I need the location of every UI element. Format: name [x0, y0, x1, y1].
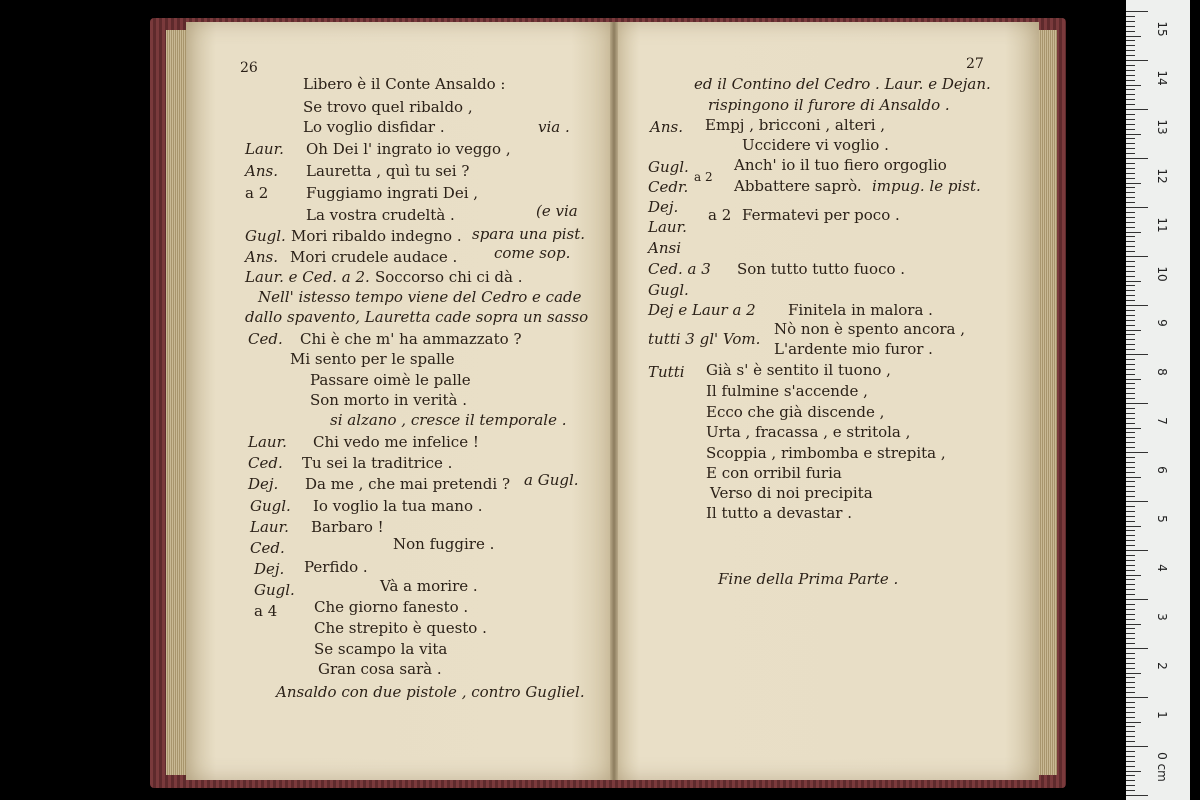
ruler-tick [1126, 217, 1135, 218]
ruler-tick [1126, 202, 1135, 203]
ruler-tick [1126, 501, 1148, 502]
ruler-tick [1126, 604, 1135, 605]
ruler-tick [1126, 334, 1135, 335]
ruler-tick [1126, 575, 1141, 576]
ruler-tick [1126, 109, 1148, 110]
verse-line: Io voglio la tua mano . [313, 497, 483, 515]
ruler-tick [1126, 428, 1141, 429]
ruler-tick [1126, 339, 1135, 340]
ruler-tick [1126, 75, 1135, 76]
speaker-label: Laur. [245, 140, 284, 158]
ruler-tick [1126, 638, 1135, 639]
ruler-label: 5 [1155, 515, 1169, 523]
ruler-tick [1126, 413, 1135, 414]
ruler-tick [1126, 619, 1135, 620]
speaker-label: Gugl. [245, 227, 286, 245]
verse-line: Lo voglio disfidar . [303, 118, 445, 136]
ruler-tick [1126, 134, 1141, 135]
ruler-tick [1126, 330, 1141, 331]
ruler-tick [1126, 540, 1135, 541]
ruler-label: 0 cm [1155, 752, 1169, 782]
speaker-label: Tutti [648, 363, 685, 381]
ruler-label: 6 [1155, 466, 1169, 474]
ruler-tick [1126, 271, 1135, 272]
ruler-tick [1126, 70, 1135, 71]
verse-line: L'ardente mio furor . [774, 340, 933, 358]
ruler-tick [1126, 511, 1135, 512]
ensemble-mark: a 2 [708, 206, 732, 224]
ruler-label: 2 [1155, 662, 1169, 670]
ruler-tick [1126, 609, 1135, 610]
ruler-tick [1126, 584, 1135, 585]
ruler-tick [1126, 36, 1141, 37]
ruler-tick [1126, 251, 1135, 252]
ruler-tick [1126, 653, 1135, 654]
ruler-tick [1126, 315, 1135, 316]
ruler-tick [1126, 153, 1135, 154]
ruler-tick [1126, 80, 1135, 81]
verse-line: Lauretta , quì tu sei ? [306, 162, 470, 180]
ruler-tick [1126, 320, 1135, 321]
verse-line: Son morto in verità . [310, 391, 468, 409]
ruler-tick [1126, 442, 1135, 443]
ruler-tick [1126, 565, 1135, 566]
ruler-tick [1126, 227, 1135, 228]
ruler-tick [1126, 138, 1135, 139]
ruler-label: 7 [1155, 417, 1169, 425]
speaker-label: Laur. [648, 218, 687, 236]
verse-line: Perfido . [304, 558, 368, 576]
ruler-tick [1126, 222, 1135, 223]
ruler-tick [1126, 692, 1135, 693]
verse-line: Il tutto a devastar . [706, 504, 853, 522]
verse-line: Se scampo la vita [314, 640, 448, 658]
stage-direction: dallo spavento, Lauretta cade sopra un sasso [245, 308, 589, 326]
verse-line: Non fuggire . [393, 535, 495, 553]
speaker-label: Laur. [250, 518, 289, 536]
stage-direction: si alzano , cresce il temporale . [330, 411, 567, 429]
stage-direction: (e via [536, 202, 578, 220]
ruler-tick [1126, 462, 1135, 463]
ruler-tick [1126, 472, 1135, 473]
speaker-label: Ans. [245, 162, 278, 180]
stage-direction: impug. le pist. [872, 177, 981, 195]
stage-direction: rispingono il furore di Ansaldo . [708, 96, 950, 114]
measuring-ruler [1126, 0, 1190, 800]
verse-line: Da me , che mai pretendi ? [305, 475, 511, 493]
speaker-label: Dej. [248, 475, 279, 493]
speaker-label: tutti 3 gl' Vom. [648, 330, 761, 348]
verse-line: Fermatevi per poco . [742, 206, 900, 224]
page-number-left: 26 [240, 60, 258, 76]
ruler-tick [1126, 359, 1135, 360]
ruler-tick [1126, 344, 1135, 345]
ruler-tick [1126, 687, 1135, 688]
speaker-label: a 4 [254, 602, 278, 620]
ruler-label: 14 [1155, 70, 1169, 86]
ruler-tick [1126, 658, 1135, 659]
ruler-tick [1126, 589, 1135, 590]
speaker-label: Laur. [248, 433, 287, 451]
ruler-tick [1126, 599, 1148, 600]
verse-line: Và a morire . [380, 577, 478, 595]
ruler-tick [1126, 192, 1135, 193]
ruler-tick [1126, 256, 1148, 257]
speaker-label: Gugl. [648, 281, 689, 299]
speaker-label: Cedr. [648, 178, 689, 196]
ruler-tick [1126, 481, 1135, 482]
ruler-tick [1126, 516, 1135, 517]
ruler-tick [1126, 628, 1135, 629]
verse-line: Gran cosa sarà . [318, 660, 442, 678]
ruler-tick [1126, 673, 1141, 674]
verse-line: Finitela in malora . [788, 301, 933, 319]
page-edges-left [166, 30, 188, 775]
verse-line: Fuggiamo ingrati Dei , [306, 184, 479, 202]
ruler-tick [1126, 707, 1135, 708]
ensemble-mark: a 2 [694, 170, 713, 184]
ruler-tick [1126, 477, 1141, 478]
ruler-tick [1126, 388, 1135, 389]
ruler-tick [1126, 491, 1135, 492]
ruler-tick [1126, 506, 1135, 507]
ruler-tick [1126, 187, 1135, 188]
ruler-tick [1126, 452, 1148, 453]
speaker-label: Laur. e Ced. a 2. [245, 268, 370, 286]
verse-line: Scoppia , rimbomba e strepita , [706, 444, 946, 462]
ruler-tick [1126, 756, 1135, 757]
ruler-tick [1126, 16, 1135, 17]
ruler-tick [1126, 349, 1135, 350]
ruler-tick [1126, 197, 1135, 198]
ruler-tick [1126, 364, 1135, 365]
ruler-tick [1126, 521, 1135, 522]
ruler-tick [1126, 158, 1148, 159]
verse-line: Abbattere saprò. [734, 177, 862, 195]
ruler-tick [1126, 643, 1135, 644]
verse-line: Che strepito è questo . [314, 619, 487, 637]
ruler-tick [1126, 11, 1148, 12]
ruler-tick [1126, 124, 1135, 125]
ruler-label: 13 [1155, 119, 1169, 135]
verse-line: Anch' io il tuo fiero orgoglio [734, 156, 947, 174]
ruler-tick [1126, 276, 1135, 277]
speaker-label: Ansi [648, 239, 681, 257]
stage-direction: spara una pist. [472, 225, 586, 243]
verse-line: E con orribil furia [706, 464, 842, 482]
ruler-tick [1126, 682, 1135, 683]
ruler-tick [1126, 89, 1135, 90]
ruler-tick [1126, 761, 1135, 762]
ruler-tick [1126, 423, 1135, 424]
ruler-tick [1126, 771, 1141, 772]
ruler-label: 3 [1155, 613, 1169, 621]
ruler-tick [1126, 467, 1135, 468]
ruler-tick [1126, 31, 1135, 32]
ruler-tick [1126, 178, 1135, 179]
stage-direction: Ansaldo con due pistole , contro Gugliel. [276, 683, 585, 701]
ruler-tick [1126, 246, 1135, 247]
page-edges-right [1037, 30, 1057, 775]
ruler-tick [1126, 403, 1148, 404]
ruler-tick [1126, 663, 1135, 664]
ruler-tick [1126, 594, 1135, 595]
speaker-label: Dej. [254, 560, 285, 578]
ruler-tick [1126, 148, 1135, 149]
ruler-label: 1 [1155, 711, 1169, 719]
ruler-tick [1126, 104, 1135, 105]
verse-line: Mori crudele audace . [290, 248, 458, 266]
ruler-tick [1126, 432, 1135, 433]
ruler-label: 15 [1155, 21, 1169, 37]
stage-direction: come sop. [494, 244, 571, 262]
ruler-tick [1126, 560, 1135, 561]
verse-line: Chi è che m' ha ammazzato ? [300, 330, 522, 348]
stage-direction: a Gugl. [524, 471, 579, 489]
ruler-tick [1126, 736, 1135, 737]
ruler-tick [1126, 550, 1148, 551]
ruler-tick [1126, 241, 1135, 242]
ruler-tick [1126, 624, 1141, 625]
verse-line: Soccorso chi ci dà . [375, 268, 523, 286]
verse-line: Uccidere vi voglio . [742, 136, 889, 154]
ruler-tick [1126, 163, 1135, 164]
ruler-tick [1126, 526, 1141, 527]
verse-line: Libero è il Conte Ansaldo : [303, 75, 506, 93]
ruler-tick [1126, 305, 1148, 306]
ruler-tick [1126, 173, 1135, 174]
verse-line: Ecco che già discende , [706, 403, 885, 421]
ruler-tick [1126, 50, 1135, 51]
ruler-tick [1126, 741, 1135, 742]
ruler-tick [1126, 437, 1135, 438]
ruler-tick [1126, 795, 1148, 796]
verse-line: Verso di noi precipita [710, 484, 873, 502]
ruler-label: 12 [1155, 168, 1169, 184]
speaker-label: Ans. [650, 118, 683, 136]
ruler-tick [1126, 281, 1141, 282]
verse-line: Nò non è spento ancora , [774, 320, 966, 338]
speaker-label: Ced. a 3 [648, 260, 711, 278]
ruler-tick [1126, 129, 1135, 130]
ruler-tick [1126, 295, 1135, 296]
ruler-tick [1126, 570, 1135, 571]
ruler-tick [1126, 300, 1135, 301]
ruler-tick [1126, 143, 1135, 144]
section-end: Fine della Prima Parte . [718, 570, 899, 588]
ruler-tick [1126, 290, 1135, 291]
ruler-tick [1126, 354, 1148, 355]
ruler-tick [1126, 65, 1135, 66]
ruler-tick [1126, 99, 1135, 100]
ruler-tick [1126, 496, 1135, 497]
stage-direction: Nell' istesso tempo viene del Cedro e cade [258, 288, 582, 306]
ruler-tick [1126, 555, 1135, 556]
verse-line: Tu sei la traditrice . [302, 454, 453, 472]
verse-line: Oh Dei l' ingrato io veggo , [306, 140, 511, 158]
ruler-tick [1126, 379, 1141, 380]
ruler-tick [1126, 530, 1135, 531]
ruler-label: 8 [1155, 368, 1169, 376]
ruler-tick [1126, 85, 1141, 86]
ruler-tick [1126, 21, 1135, 22]
ruler-tick [1126, 26, 1135, 27]
speaker-label: a 2 [245, 184, 269, 202]
ruler-tick [1126, 722, 1141, 723]
stage-direction: via . [538, 118, 570, 136]
ruler-label: 4 [1155, 564, 1169, 572]
ruler-tick [1126, 731, 1135, 732]
ruler-tick [1126, 457, 1135, 458]
verse-line: Urta , fracassa , e stritola , [706, 423, 911, 441]
ruler-tick [1126, 114, 1135, 115]
ruler-tick [1126, 726, 1135, 727]
speaker-label: Ced. [248, 454, 283, 472]
ruler-label: 10 [1155, 266, 1169, 282]
ruler-tick [1126, 633, 1135, 634]
verse-line: Empj , bricconi , alteri , [705, 116, 886, 134]
verse-line: Se trovo quel ribaldo , [303, 98, 473, 116]
speaker-label: Dej e Laur a 2 [648, 301, 756, 319]
ruler-tick [1126, 266, 1135, 267]
book-gutter [610, 22, 618, 780]
ruler-tick [1126, 545, 1135, 546]
ruler-tick [1126, 447, 1135, 448]
ruler-tick [1126, 668, 1135, 669]
ruler-tick [1126, 418, 1135, 419]
ruler-tick [1126, 393, 1135, 394]
verse-line: Già s' è sentito il tuono , [706, 361, 891, 379]
ruler-tick [1126, 168, 1135, 169]
page-number-right: 27 [966, 56, 984, 72]
ruler-tick [1126, 785, 1135, 786]
ruler-tick [1126, 40, 1135, 41]
ruler-tick [1126, 207, 1148, 208]
ruler-tick [1126, 702, 1135, 703]
ruler-tick [1126, 677, 1135, 678]
ruler-tick [1126, 648, 1148, 649]
ruler-tick [1126, 535, 1135, 536]
ruler-label: 11 [1155, 217, 1169, 233]
ruler-tick [1126, 398, 1135, 399]
ruler-tick [1126, 746, 1148, 747]
ruler-tick [1126, 712, 1135, 713]
ruler-tick [1126, 374, 1135, 375]
ruler-tick [1126, 780, 1135, 781]
speaker-label: Gugl. [250, 497, 291, 515]
verse-line: Mi sento per le spalle [290, 350, 455, 368]
ruler-label: 9 [1155, 319, 1169, 327]
stage-direction: ed il Contino del Cedro . Laur. e Dejan. [694, 75, 991, 93]
ruler-tick [1126, 212, 1135, 213]
ruler-tick [1126, 383, 1135, 384]
ruler-tick [1126, 285, 1135, 286]
ruler-tick [1126, 325, 1135, 326]
ruler-tick [1126, 790, 1135, 791]
speaker-label: Ced. [248, 330, 283, 348]
ruler-tick [1126, 55, 1135, 56]
ruler-tick [1126, 261, 1135, 262]
ruler-tick [1126, 236, 1135, 237]
ruler-tick [1126, 45, 1135, 46]
verse-line: Che giorno fanesto . [314, 598, 469, 616]
verse-line: Barbaro ! [311, 518, 384, 536]
verse-line: Son tutto tutto fuoco . [737, 260, 906, 278]
speaker-label: Gugl. [648, 158, 689, 176]
verse-line: Il fulmine s'accende , [706, 382, 868, 400]
ruler-tick [1126, 94, 1135, 95]
ruler-tick [1126, 119, 1135, 120]
ruler-tick [1126, 408, 1135, 409]
ruler-tick [1126, 579, 1135, 580]
ruler-tick [1126, 183, 1141, 184]
speaker-label: Gugl. [254, 581, 295, 599]
speaker-label: Ced. [250, 539, 285, 557]
verse-line: Chi vedo me infelice ! [313, 433, 479, 451]
speaker-label: Dej. [648, 198, 679, 216]
ruler-tick [1126, 775, 1135, 776]
ruler-tick [1126, 310, 1135, 311]
speaker-label: Ans. [245, 248, 278, 266]
ruler-tick [1126, 697, 1148, 698]
ruler-tick [1126, 60, 1148, 61]
ruler-tick [1126, 766, 1135, 767]
verse-line: La vostra crudeltà . [306, 206, 455, 224]
ruler-tick [1126, 751, 1135, 752]
ruler-tick [1126, 232, 1141, 233]
verse-line: Passare oimè le palle [310, 371, 471, 389]
ruler-tick [1126, 486, 1135, 487]
verse-line: Mori ribaldo indegno . [291, 227, 462, 245]
ruler-tick [1126, 717, 1135, 718]
ruler-tick [1126, 614, 1135, 615]
ruler-tick [1126, 369, 1135, 370]
